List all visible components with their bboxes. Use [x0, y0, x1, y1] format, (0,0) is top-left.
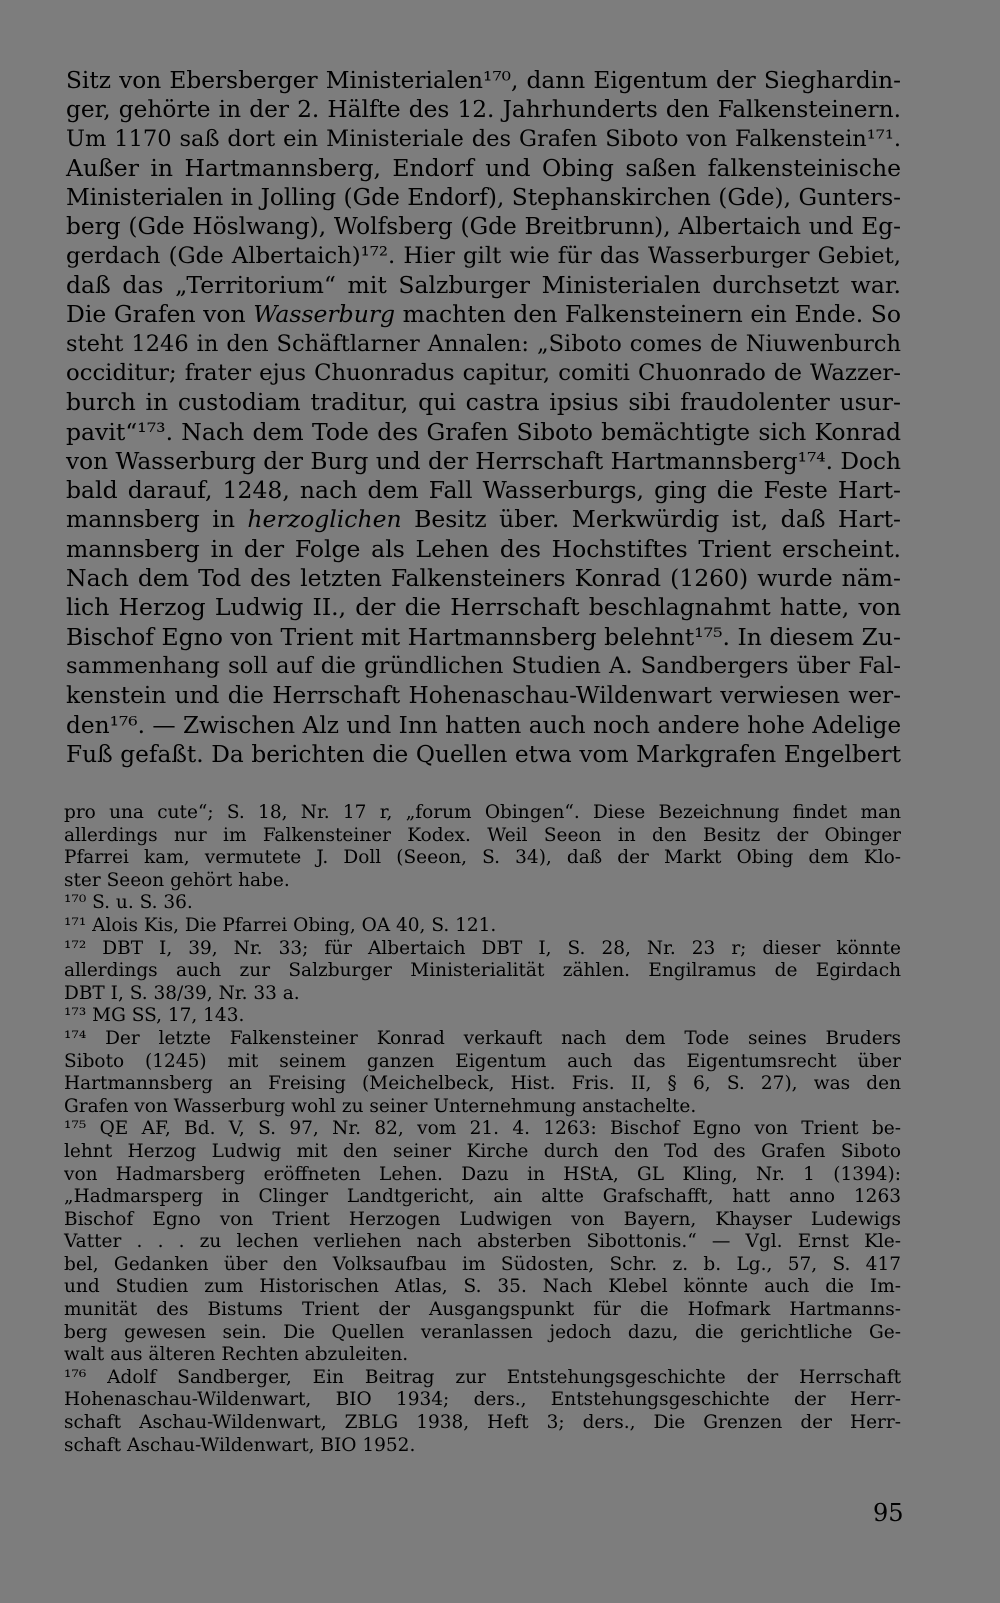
text-line: Sitz von Ebersberger Ministerialen¹⁷⁰, dann Eigentum der Sieghardin-: [66, 67, 901, 94]
text-line: mannsberg in der Folge als Lehen des Hochstiftes Trient erscheint.: [66, 534, 901, 563]
footnote-line: ¹⁷⁰ S. u. S. 36.: [64, 892, 193, 914]
emphasis: herzoglichen: [247, 505, 402, 534]
text-line: sammenhang soll auf die gründlichen Studien A. Sandbergers über Fal-: [66, 652, 901, 679]
text-line: Die Grafen von Wasserburg machten den Falkensteinern ein Ende. So: [66, 300, 901, 329]
emphasis: Wasserburg: [253, 300, 396, 329]
text-line: daß das „Territorium“ mit Salzburger Ministerialen durchsetzt war.: [66, 271, 901, 300]
footnote-line: Vatter . . . zu lechen verliehen nach absterben Sibottonis.“ — Vgl. Ernst Kle-: [64, 1231, 901, 1253]
footnote-line: allerdings auch zur Salzburger Ministerialität zählen. Engilramus de Egirdach: [64, 960, 901, 982]
footnote-line: ¹⁷¹ Alois Kis, Die Pfarrei Obing, OA 40, S. 121.: [64, 914, 497, 936]
text-line: von Wasserburg der Burg und der Herrschaft Hartmannsberg¹⁷⁴. Doch: [66, 447, 901, 475]
text-line: gerdach (Gde Albertaich)¹⁷². Hier gilt wie für das Wasserburger Gebiet,: [66, 242, 901, 269]
text-line: Ministerialen in Jolling (Gde Endorf), Stephanskirchen (Gde), Gunters-: [66, 184, 901, 212]
footnote-line: bel, Gedanken über den Volksaufbau im Südosten, Schr. z. b. Lg., 57, S. 417: [64, 1253, 901, 1275]
footnote-line: ster Seeon gehört habe.: [64, 869, 290, 891]
footnote-line: Hohenaschau-Wildenwart, BIO 1934; ders., Entstehungsgeschichte der Herr-: [64, 1389, 901, 1411]
footnotes: [64, 802, 901, 1457]
text-line: steht 1246 in den Schäftlarner Annalen: „Siboto comes de Niuwenburch: [66, 330, 901, 357]
text-line: Nach dem Tod des letzten Falkensteiners Konrad (1260) wurde näm-: [66, 564, 901, 593]
text-line: kenstein und die Herrschaft Hohenaschau-Wildenwart verwiesen wer-: [66, 682, 901, 710]
footnote-line: DBT I, S. 38/39, Nr. 33 a.: [64, 982, 300, 1004]
text-line: den¹⁷⁶. — Zwischen Alz und Inn hatten auch noch andere hohe Adelige: [66, 711, 902, 739]
text-line: lich Herzog Ludwig II., der die Herrschaft beschlagnahmt hatte, von: [66, 593, 901, 622]
footnote-line: Siboto (1245) mit seinem ganzen Eigentum auch das Eigentumsrecht über: [64, 1050, 901, 1072]
footnote-line: ¹⁷⁶ Adolf Sandberger, Ein Beitrag zur Entstehungsgeschichte der Herrschaft: [64, 1366, 901, 1388]
text-line: pavit“¹⁷³. Nach dem Tode des Grafen Siboto bemächtigte sich Konrad: [66, 417, 901, 446]
footnote-line: lehnt Herzog Ludwig mit den seiner Kirche durch den Tod des Grafen Siboto: [64, 1140, 901, 1162]
text-line: ger, gehörte in der 2. Hälfte des 12. Jahrhunderts den Falkensteinern.: [66, 96, 901, 124]
text-line: Um 1170 saß dort ein Ministeriale des Grafen Siboto von Falkenstein¹⁷¹.: [66, 125, 901, 152]
footnote-line: Bischof Egno von Trient Herzogen Ludwigen von Bayern, Khayser Ludewigs: [64, 1208, 901, 1230]
footnote-line: ¹⁷⁵ QE AF, Bd. V, S. 97, Nr. 82, vom 21. 4. 1263: Bischof Egno von Trient be-: [64, 1118, 901, 1140]
footnote-line: walt aus älteren Rechten abzuleiten.: [64, 1344, 409, 1366]
footnote-line: munität des Bistums Trient der Ausgangspunkt für die Hofmark Hartmanns-: [64, 1299, 901, 1321]
text-line: Außer in Hartmannsberg, Endorf und Obing saßen falkensteinische: [66, 153, 901, 182]
footnote-line: „Hadmarsperg in Clinger Landtgericht, ain altte Grafschafft, hatt anno 1263: [64, 1186, 901, 1208]
footnote-line: allerdings nur im Falkensteiner Kodex. Weil Seeon in den Besitz der Obinger: [64, 824, 901, 846]
footnote-line: von Hadmarsberg eröffneten Lehen. Dazu in HStA, GL Kling, Nr. 1 (1394):: [64, 1163, 901, 1185]
text-line: bald darauf, 1248, nach dem Fall Wasserburgs, ging die Feste Hart-: [66, 476, 901, 505]
footnote-line: ¹⁷² DBT I, 39, Nr. 33; für Albertaich DBT I, S. 28, Nr. 23 r; dieser könnte: [64, 937, 901, 959]
text-line: burch in custodiam traditur, qui castra ipsius sibi fraudolenter usur-: [66, 388, 901, 417]
text-line: occiditur; frater ejus Chuonradus capitur, comiti Chuonrado de Wazzer-: [66, 359, 901, 386]
main-text: [66, 66, 901, 769]
page-number: 95: [873, 1499, 904, 1527]
text-line: mannsberg in herzoglichen Besitz über. Merkwürdig ist, daß Hart-: [66, 505, 901, 534]
footnote-line: Pfarrei kam, vermutete J. Doll (Seeon, S. 34), daß der Markt Obing dem Klo-: [64, 847, 901, 869]
footnote-line: schaft Aschau-Wildenwart, BIO 1952.: [64, 1434, 416, 1456]
footnote-line: ¹⁷⁴ Der letzte Falkensteiner Konrad verkauft nach dem Tode seines Bruders: [64, 1027, 901, 1049]
footnote-line: Hartmannsberg an Freising (Meichelbeck, Hist. Fris. II, § 6, S. 27), was den: [64, 1073, 901, 1095]
footnote-line: pro una cute“; S. 18, Nr. 17 r, „forum Obingen“. Diese Bezeichnung findet man: [64, 802, 901, 823]
footnote-line: Grafen von Wasserburg wohl zu seiner Unternehmung anstachelte.: [64, 1095, 697, 1117]
text-line: Bischof Egno von Trient mit Hartmannsberg belehnt¹⁷⁵. In diesem Zu-: [66, 622, 901, 651]
footnote-line: schaft Aschau-Wildenwart, ZBLG 1938, Heft 3; ders., Die Grenzen der Herr-: [64, 1412, 901, 1434]
text-line: berg (Gde Höslwang), Wolfsberg (Gde Breitbrunn), Albertaich und Eg-: [66, 213, 901, 241]
footnote-line: und Studien zum Historischen Atlas, S. 35. Nach Klebel könnte auch die Im-: [64, 1276, 901, 1298]
footnote-line: berg gewesen sein. Die Quellen veranlassen jedoch dazu, die gerichtliche Ge-: [64, 1321, 901, 1343]
footnote-line: ¹⁷³ MG SS, 17, 143.: [64, 1005, 245, 1027]
text-line: Fuß gefaßt. Da berichten die Quellen etwa vom Markgrafen Engelbert: [66, 740, 901, 768]
